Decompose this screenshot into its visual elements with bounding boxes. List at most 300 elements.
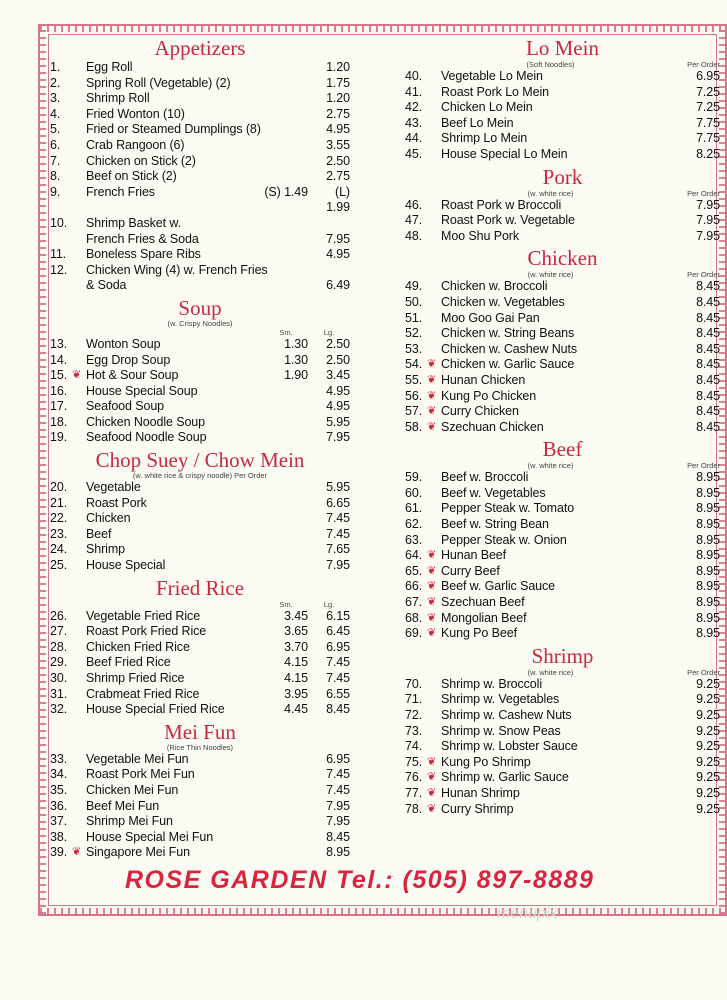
item-name: Chicken w. Broccoli xyxy=(441,279,548,294)
item-price: 4.95 xyxy=(326,247,350,262)
item-price: 6.45 xyxy=(326,624,350,639)
item-name: Shrimp w. Cashew Nuts xyxy=(441,708,572,722)
section-subtitle: (Rice Thin Noodles) xyxy=(166,742,234,752)
item-price: 9.25 xyxy=(696,739,720,754)
section-title: Soup xyxy=(178,295,222,320)
item-name: Moo Goo Gai Pan xyxy=(441,310,540,325)
item-number: 17. xyxy=(50,399,68,414)
pepper-icon: ❦ xyxy=(427,389,437,402)
item-number-cell xyxy=(405,548,441,564)
item-number-cell xyxy=(405,85,441,101)
per-order-label: Per Order xyxy=(687,461,720,471)
item-name: Kung Po Shrimp xyxy=(441,754,531,769)
item-number-cell xyxy=(50,399,86,415)
item-number: 70. xyxy=(405,676,423,691)
item-name: Roast Pork Fried Rice xyxy=(86,624,207,639)
item-name: Szechuan Chicken xyxy=(441,419,544,434)
menu-item-row xyxy=(50,122,350,138)
section-title: Chicken xyxy=(527,246,598,271)
item-number: 55. xyxy=(405,372,423,387)
item-number: 74. xyxy=(405,739,423,754)
item-price: 8.45 xyxy=(326,702,350,717)
item-name: Hunan Beef xyxy=(441,548,507,563)
item-number-cell xyxy=(405,342,441,358)
item-price: 9.25 xyxy=(696,770,720,785)
menu-item-row xyxy=(405,724,720,740)
item-name: Chicken Mei Fun xyxy=(86,782,179,797)
item-name: Curry Beef xyxy=(441,563,500,578)
right-menu-column xyxy=(405,36,720,819)
item-price-small: 3.65 xyxy=(284,624,308,639)
item-name: Beef w. String Bean xyxy=(441,517,549,532)
item-price: 8.45 xyxy=(696,357,720,372)
menu-item-row xyxy=(405,389,720,405)
item-number-cell xyxy=(405,69,441,85)
item-name: Chicken w. Garlic Sauce xyxy=(441,357,575,372)
pepper-icon: ❦ xyxy=(427,580,437,593)
item-price: 4.95 xyxy=(326,399,350,414)
pepper-icon: ❦ xyxy=(427,420,437,433)
item-price-small: 3.45 xyxy=(284,608,308,623)
menu-item-row xyxy=(50,107,350,123)
menu-item-row xyxy=(405,579,720,595)
item-price: 9.25 xyxy=(696,708,720,722)
item-name: Shrimp w. Lobster Sauce xyxy=(441,739,578,754)
item-number: 44. xyxy=(405,131,423,146)
item-number-cell xyxy=(405,692,441,708)
menu-item-row xyxy=(50,232,350,248)
item-number: 43. xyxy=(405,115,423,130)
menu-item-row xyxy=(50,799,350,815)
small-size-header: Sm. xyxy=(279,599,293,609)
menu-section-beef xyxy=(405,437,720,642)
item-number-cell xyxy=(405,486,441,502)
item-name: Roast Pork Mei Fun xyxy=(86,767,195,782)
menu-item-row xyxy=(50,278,350,294)
item-number: 42. xyxy=(405,100,423,115)
item-name: Chicken w. Vegetables xyxy=(441,294,565,309)
item-number: 20. xyxy=(50,480,68,495)
menu-item-row xyxy=(50,496,350,512)
menu-section-appetizers xyxy=(50,36,350,294)
item-name: Egg Roll xyxy=(86,60,133,74)
pepper-icon: ❦ xyxy=(72,846,82,859)
item-name: Shrimp Fried Rice xyxy=(86,671,185,685)
item-name: Shrimp xyxy=(86,542,125,557)
item-number: 8. xyxy=(50,169,61,184)
item-name: Shrimp w. Vegetables xyxy=(441,692,560,707)
item-price: (L) 1.99 xyxy=(326,184,350,215)
item-name: Chicken Wing (4) w. French Fries xyxy=(86,262,268,277)
item-name: House Special Mei Fun xyxy=(86,829,214,844)
item-number: 41. xyxy=(405,84,423,99)
menu-item-row xyxy=(405,548,720,564)
menu-item-row xyxy=(405,357,720,373)
item-number: 30. xyxy=(50,671,68,685)
section-subtitle: (w. Crispy Noodles) xyxy=(167,318,233,328)
item-price: 2.50 xyxy=(326,352,350,367)
item-price: 9.25 xyxy=(696,723,720,738)
item-name: House Special xyxy=(86,558,166,573)
item-name: Chicken Fried Rice xyxy=(86,639,190,654)
menu-item-row xyxy=(50,263,350,279)
menu-item-row xyxy=(405,279,720,295)
item-number-cell xyxy=(405,326,441,342)
item-number-cell xyxy=(405,755,441,771)
menu-item-row xyxy=(405,311,720,327)
item-number: 60. xyxy=(405,485,423,500)
item-name: Beef on Stick (2) xyxy=(86,169,177,184)
item-number: 7. xyxy=(50,153,61,168)
item-name: Pepper Steak w. Tomato xyxy=(441,501,575,516)
item-price: 7.95 xyxy=(696,228,720,243)
item-name: Roast Pork Lo Mein xyxy=(441,84,549,99)
section-title: Beef xyxy=(542,437,583,462)
item-number: 53. xyxy=(405,341,423,356)
item-price: 7.95 xyxy=(326,430,350,445)
menu-item-row xyxy=(50,247,350,263)
item-price-small: 3.70 xyxy=(284,639,308,654)
pepper-icon: ❦ xyxy=(427,771,437,784)
item-number: 58. xyxy=(405,419,423,434)
item-number-cell xyxy=(405,533,441,549)
item-name: House Special Soup xyxy=(86,383,198,398)
item-number-cell xyxy=(50,216,86,232)
menu-item-row xyxy=(50,480,350,496)
item-name: Vegetable Fried Rice xyxy=(86,608,201,623)
menu-item-row xyxy=(50,91,350,107)
menu-item-row xyxy=(50,752,350,768)
menu-item-row xyxy=(405,69,720,85)
item-number: 4. xyxy=(50,106,61,121)
item-price: 7.25 xyxy=(696,100,720,115)
item-price: 1.75 xyxy=(326,75,350,90)
section-title: Pork xyxy=(542,164,583,189)
item-number: 73. xyxy=(405,723,423,738)
item-price: 7.95 xyxy=(326,814,350,829)
item-price: 8.95 xyxy=(696,563,720,578)
menu-item-row xyxy=(50,702,350,718)
item-number: 33. xyxy=(50,751,68,766)
menu-item-row xyxy=(405,116,720,132)
item-name: Seafood Soup xyxy=(86,399,165,414)
item-name: Roast Pork xyxy=(86,495,147,510)
section-title: Shrimp xyxy=(531,643,594,668)
item-name: Beef w. Broccoli xyxy=(441,470,529,485)
section-subheader xyxy=(405,270,720,279)
item-name: House Special Lo Mein xyxy=(441,146,568,161)
item-number-cell xyxy=(405,724,441,740)
menu-item-row xyxy=(405,770,720,786)
section-subheader xyxy=(405,60,720,69)
menu-item-row xyxy=(50,527,350,543)
pepper-icon: ❦ xyxy=(427,405,437,418)
item-number: 21. xyxy=(50,495,68,510)
item-number: 40. xyxy=(405,69,423,83)
item-price: 9.25 xyxy=(696,692,720,707)
item-number-cell xyxy=(405,147,441,163)
item-number: 66. xyxy=(405,579,423,594)
menu-item-row xyxy=(50,169,350,185)
item-price: 6.49 xyxy=(326,278,350,293)
item-number-cell xyxy=(50,368,86,384)
item-number: 29. xyxy=(50,655,68,670)
menu-item-row xyxy=(50,687,350,703)
item-price: 9.25 xyxy=(696,785,720,800)
menu-item-row xyxy=(405,739,720,755)
item-number: 16. xyxy=(50,383,68,398)
item-number-cell xyxy=(50,783,86,799)
item-price: 7.95 xyxy=(326,231,350,246)
menu-item-row xyxy=(405,420,720,436)
item-price: 8.95 xyxy=(696,517,720,532)
item-number-cell xyxy=(50,609,86,625)
item-price: 8.25 xyxy=(696,146,720,161)
item-number: 5. xyxy=(50,122,61,137)
item-price: 8.45 xyxy=(696,310,720,325)
item-name: Beef w. Vegetables xyxy=(441,485,546,500)
item-price: 7.95 xyxy=(696,213,720,228)
item-name: French Fries xyxy=(86,184,155,199)
menu-item-row xyxy=(50,783,350,799)
item-number-cell xyxy=(50,702,86,718)
item-number: 46. xyxy=(405,197,423,212)
small-size-header: Sm. xyxy=(279,327,293,337)
item-name: & Soda xyxy=(86,278,127,293)
item-price: 7.45 xyxy=(326,671,350,685)
item-price-small: 1.30 xyxy=(284,352,308,367)
item-price: 8.45 xyxy=(696,341,720,356)
item-number-cell xyxy=(405,100,441,116)
item-number: 9. xyxy=(50,184,61,199)
item-price: 8.95 xyxy=(696,470,720,485)
item-price: 2.50 xyxy=(326,336,350,351)
item-price-small: 4.15 xyxy=(284,671,308,685)
menu-item-row xyxy=(405,229,720,245)
item-number: 52. xyxy=(405,326,423,341)
item-price: 7.25 xyxy=(696,84,720,99)
item-number: 28. xyxy=(50,639,68,654)
item-name: House Special Fried Rice xyxy=(86,702,225,717)
item-name: Beef w. Garlic Sauce xyxy=(441,579,556,594)
item-number-cell xyxy=(405,295,441,311)
item-price: 9.25 xyxy=(696,801,720,816)
item-number-cell xyxy=(50,640,86,656)
item-number-cell xyxy=(405,579,441,595)
item-name: Fried or Steamed Dumplings (8) xyxy=(86,122,261,137)
item-name: Roast Pork w Broccoli xyxy=(441,197,562,212)
section-subtitle: (w. white rice) xyxy=(527,667,574,677)
header-spacer xyxy=(405,189,441,198)
item-name: French Fries & Soda xyxy=(86,231,199,246)
item-name: Shrimp Mei Fun xyxy=(86,814,173,829)
item-number: 62. xyxy=(405,517,423,532)
item-price: 7.95 xyxy=(326,798,350,813)
item-name: Kung Po Chicken xyxy=(441,388,537,403)
item-price: 9.25 xyxy=(696,754,720,769)
pepper-icon: ❦ xyxy=(427,373,437,386)
item-number-cell xyxy=(50,655,86,671)
item-number-cell xyxy=(405,470,441,486)
item-price: 7.65 xyxy=(326,542,350,557)
per-order-label: Per Order xyxy=(687,60,720,69)
section-subtitle: (w. white rice) xyxy=(527,461,574,471)
item-number: 69. xyxy=(405,626,423,641)
item-price: 8.95 xyxy=(696,532,720,547)
menu-item-row xyxy=(405,147,720,163)
item-number-cell xyxy=(405,626,441,642)
menu-item-row xyxy=(50,337,350,353)
pepper-icon: ❦ xyxy=(427,802,437,815)
item-number: 67. xyxy=(405,595,423,610)
item-name: Spring Roll (Vegetable) (2) xyxy=(86,75,231,90)
item-number-cell xyxy=(50,845,86,861)
item-number-cell xyxy=(50,687,86,703)
menu-item-row xyxy=(50,415,350,431)
item-number-cell xyxy=(50,384,86,400)
menu-item-row xyxy=(405,677,720,693)
item-number-cell xyxy=(405,786,441,802)
menu-item-row xyxy=(405,373,720,389)
section-subtitle: (w. white rice & crispy noodle) Per Order xyxy=(132,471,268,481)
item-number-cell xyxy=(50,60,86,76)
item-number-cell xyxy=(405,131,441,147)
item-name: Seafood Noodle Soup xyxy=(86,430,207,445)
item-price: 2.50 xyxy=(326,153,350,168)
pepper-icon: ❦ xyxy=(427,596,437,609)
item-price: 8.45 xyxy=(696,279,720,294)
menu-section-chicken xyxy=(405,246,720,435)
item-number-cell xyxy=(50,542,86,558)
item-name: Shrimp Lo Mein xyxy=(441,131,528,146)
menu-item-row xyxy=(50,624,350,640)
item-number: 23. xyxy=(50,526,68,541)
item-number-cell xyxy=(50,830,86,846)
item-number: 25. xyxy=(50,558,68,573)
item-number-cell xyxy=(50,527,86,543)
item-price: 9.25 xyxy=(696,676,720,691)
item-price-small: (S) 1.49 xyxy=(264,184,308,199)
item-price: 8.45 xyxy=(696,388,720,403)
item-number: 19. xyxy=(50,430,68,445)
item-number: 63. xyxy=(405,532,423,547)
item-number: 45. xyxy=(405,146,423,161)
item-name: Beef Fried Rice xyxy=(86,655,171,670)
item-name: Chicken w. Cashew Nuts xyxy=(441,341,578,356)
menu-item-row xyxy=(405,692,720,708)
pepper-icon: ❦ xyxy=(427,786,437,799)
item-name: Curry Shrimp xyxy=(441,801,514,816)
item-price: 7.45 xyxy=(326,655,350,670)
menu-item-row xyxy=(50,185,350,216)
menu-item-row xyxy=(405,626,720,642)
menu-item-row xyxy=(405,708,720,724)
menu-section-lo-mein xyxy=(405,36,720,163)
restaurant-phone-banner: ROSE GARDEN Tel.: (505) 897-8889 xyxy=(125,866,595,894)
item-price: 5.95 xyxy=(326,480,350,495)
item-number: 65. xyxy=(405,563,423,578)
menu-item-row xyxy=(405,198,720,214)
item-name: Beef Mei Fun xyxy=(86,798,160,813)
item-price: 5.95 xyxy=(326,414,350,429)
item-number-cell xyxy=(50,247,86,263)
item-price: 4.95 xyxy=(326,383,350,398)
pepper-icon: ❦ xyxy=(427,755,437,768)
menu-item-row xyxy=(50,558,350,574)
item-price: 8.95 xyxy=(326,845,350,860)
item-name: Shrimp w. Broccoli xyxy=(441,676,543,691)
menu-item-row xyxy=(405,85,720,101)
menu-item-row xyxy=(405,131,720,147)
item-name: Mongolian Beef xyxy=(441,610,527,625)
item-number: 36. xyxy=(50,798,68,813)
item-name: Hot & Sour Soup xyxy=(86,368,179,383)
item-price: 1.20 xyxy=(326,60,350,74)
item-price: 8.95 xyxy=(696,610,720,625)
item-number-cell xyxy=(50,496,86,512)
section-title: Fried Rice xyxy=(155,575,245,600)
pepper-icon: ❦ xyxy=(427,564,437,577)
menu-section-chop-suey-chow-mein xyxy=(50,448,350,574)
item-name: Beef xyxy=(86,526,112,541)
large-size-header: Lg. xyxy=(323,599,335,609)
item-number: 56. xyxy=(405,388,423,403)
menu-item-row xyxy=(405,517,720,533)
pepper-icon: ❦ xyxy=(427,611,437,624)
item-name: Hunan Shrimp xyxy=(441,785,520,800)
item-number-cell xyxy=(405,404,441,420)
per-order-label: Per Order xyxy=(687,270,720,280)
item-number: 50. xyxy=(405,294,423,309)
item-number: 11. xyxy=(50,247,67,262)
item-number-cell xyxy=(405,389,441,405)
menu-item-row xyxy=(405,326,720,342)
menu-item-row xyxy=(50,60,350,76)
item-number-cell xyxy=(50,799,86,815)
item-number-cell xyxy=(405,677,441,693)
item-name: Chicken w. String Beans xyxy=(441,326,575,341)
item-number: 27. xyxy=(50,624,68,639)
pepper-icon: ❦ xyxy=(427,549,437,562)
menu-item-row xyxy=(50,640,350,656)
item-price: 8.45 xyxy=(696,294,720,309)
section-subtitle: (w. white rice) xyxy=(527,270,574,280)
item-number: 18. xyxy=(50,414,68,429)
item-name: Wonton Soup xyxy=(86,336,161,351)
menu-item-row xyxy=(405,755,720,771)
item-name: Vegetable Lo Mein xyxy=(441,69,543,83)
header-spacer xyxy=(405,461,441,470)
item-number: 1. xyxy=(50,60,61,74)
section-subheader xyxy=(405,668,720,677)
menu-item-row xyxy=(405,564,720,580)
menu-section-mei-fun xyxy=(50,720,350,861)
menu-section-pork xyxy=(405,165,720,245)
item-name: Chicken Lo Mein xyxy=(441,100,533,115)
item-number-cell xyxy=(405,311,441,327)
item-number-cell xyxy=(405,595,441,611)
item-number: 64. xyxy=(405,548,423,563)
item-name: Vegetable xyxy=(86,480,141,495)
menu-item-row xyxy=(50,845,350,861)
menu-section-shrimp xyxy=(405,644,720,817)
section-subheader xyxy=(405,461,720,470)
item-price: 7.45 xyxy=(326,511,350,526)
item-name: Crabmeat Fried Rice xyxy=(86,686,200,701)
menu-item-row xyxy=(405,501,720,517)
item-number: 3. xyxy=(50,91,61,106)
item-price: 8.95 xyxy=(696,501,720,516)
